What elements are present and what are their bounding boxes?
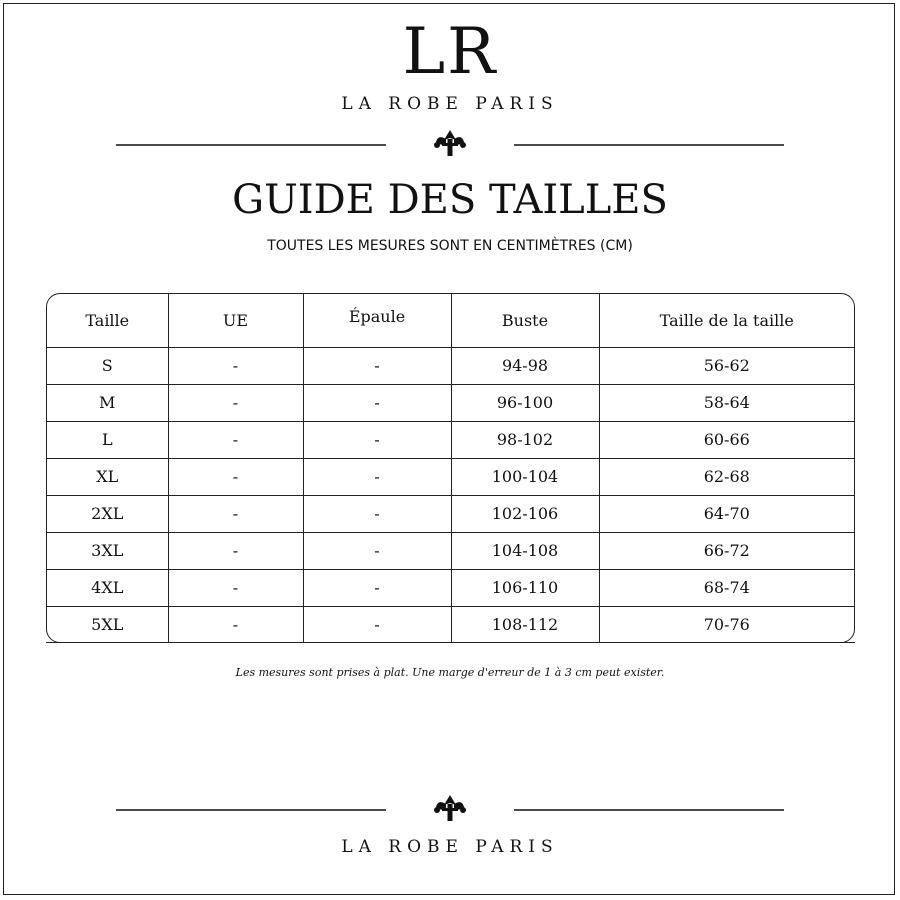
cell-size: 4XL — [47, 569, 168, 606]
page-subtitle: TOUTES LES MESURES SONT EN CENTIMÈTRES (CM) — [267, 238, 633, 254]
cell-size: 3XL — [47, 532, 168, 569]
cell-ue: - — [168, 532, 303, 569]
table-header-row — [47, 294, 854, 347]
cell-taille: 66-72 — [599, 532, 854, 569]
column-header-ue: UE — [168, 294, 303, 347]
page-title: GUIDE DES TAILLES — [232, 177, 668, 223]
cell-buste: 108-112 — [451, 606, 599, 643]
top-divider — [0, 130, 900, 160]
table-bottom-rule — [46, 642, 855, 643]
cell-epaule: - — [303, 347, 451, 384]
table-row — [47, 532, 854, 569]
cell-buste: 100-104 — [451, 458, 599, 495]
cell-ue: - — [168, 569, 303, 606]
cell-size: 2XL — [47, 495, 168, 532]
cell-buste: 104-108 — [451, 532, 599, 569]
cell-taille: 58-64 — [599, 384, 854, 421]
column-header-taille-de-la-taille: Taille de la taille — [599, 294, 854, 347]
cell-epaule: - — [303, 606, 451, 643]
cell-taille: 64-70 — [599, 495, 854, 532]
cell-ue: - — [168, 606, 303, 643]
cell-epaule: - — [303, 569, 451, 606]
cell-epaule: - — [303, 421, 451, 458]
brand-name: LA ROBE PARIS — [341, 94, 559, 114]
table-row — [47, 495, 854, 532]
cell-epaule: - — [303, 495, 451, 532]
cell-taille: 60-66 — [599, 421, 854, 458]
cell-size: XL — [47, 458, 168, 495]
cell-size: M — [47, 384, 168, 421]
cell-buste: 94-98 — [451, 347, 599, 384]
table-row — [47, 347, 854, 384]
table-row — [47, 384, 854, 421]
cell-size: S — [47, 347, 168, 384]
bottom-divider — [0, 795, 900, 825]
cell-buste: 102-106 — [451, 495, 599, 532]
fleur-de-lis-icon — [434, 130, 466, 156]
footer-brand-name: LA ROBE PARIS — [341, 837, 559, 857]
table-row — [47, 606, 854, 643]
measurement-note: Les mesures sont prises à plat. Une marge d'erreur de 1 à 3 cm peut exister. — [235, 666, 665, 679]
table-row — [47, 569, 854, 606]
cell-taille: 56-62 — [599, 347, 854, 384]
cell-taille: 62-68 — [599, 458, 854, 495]
cell-size: 5XL — [47, 606, 168, 643]
column-header-taille: Taille — [47, 294, 168, 347]
cell-buste: 106-110 — [451, 569, 599, 606]
cell-epaule: - — [303, 458, 451, 495]
cell-taille: 70-76 — [703, 615, 750, 635]
cell-ue: - — [168, 458, 303, 495]
column-header-epaule: Épaule — [303, 294, 451, 347]
cell-ue: - — [168, 347, 303, 384]
cell-buste: 98-102 — [451, 421, 599, 458]
cell-epaule: - — [303, 384, 451, 421]
cell-ue: - — [168, 384, 303, 421]
brand-logo: LR — [402, 15, 498, 89]
cell-size: L — [47, 421, 168, 458]
cell-ue: - — [168, 421, 303, 458]
cell-epaule: - — [303, 532, 451, 569]
cell-buste: 96-100 — [451, 384, 599, 421]
column-header-buste: Buste — [451, 294, 599, 347]
fleur-de-lis-icon — [434, 795, 466, 821]
table-row — [47, 458, 854, 495]
table-row — [47, 421, 854, 458]
cell-taille: 68-74 — [599, 569, 854, 606]
size-table — [46, 293, 855, 643]
cell-ue: - — [168, 495, 303, 532]
